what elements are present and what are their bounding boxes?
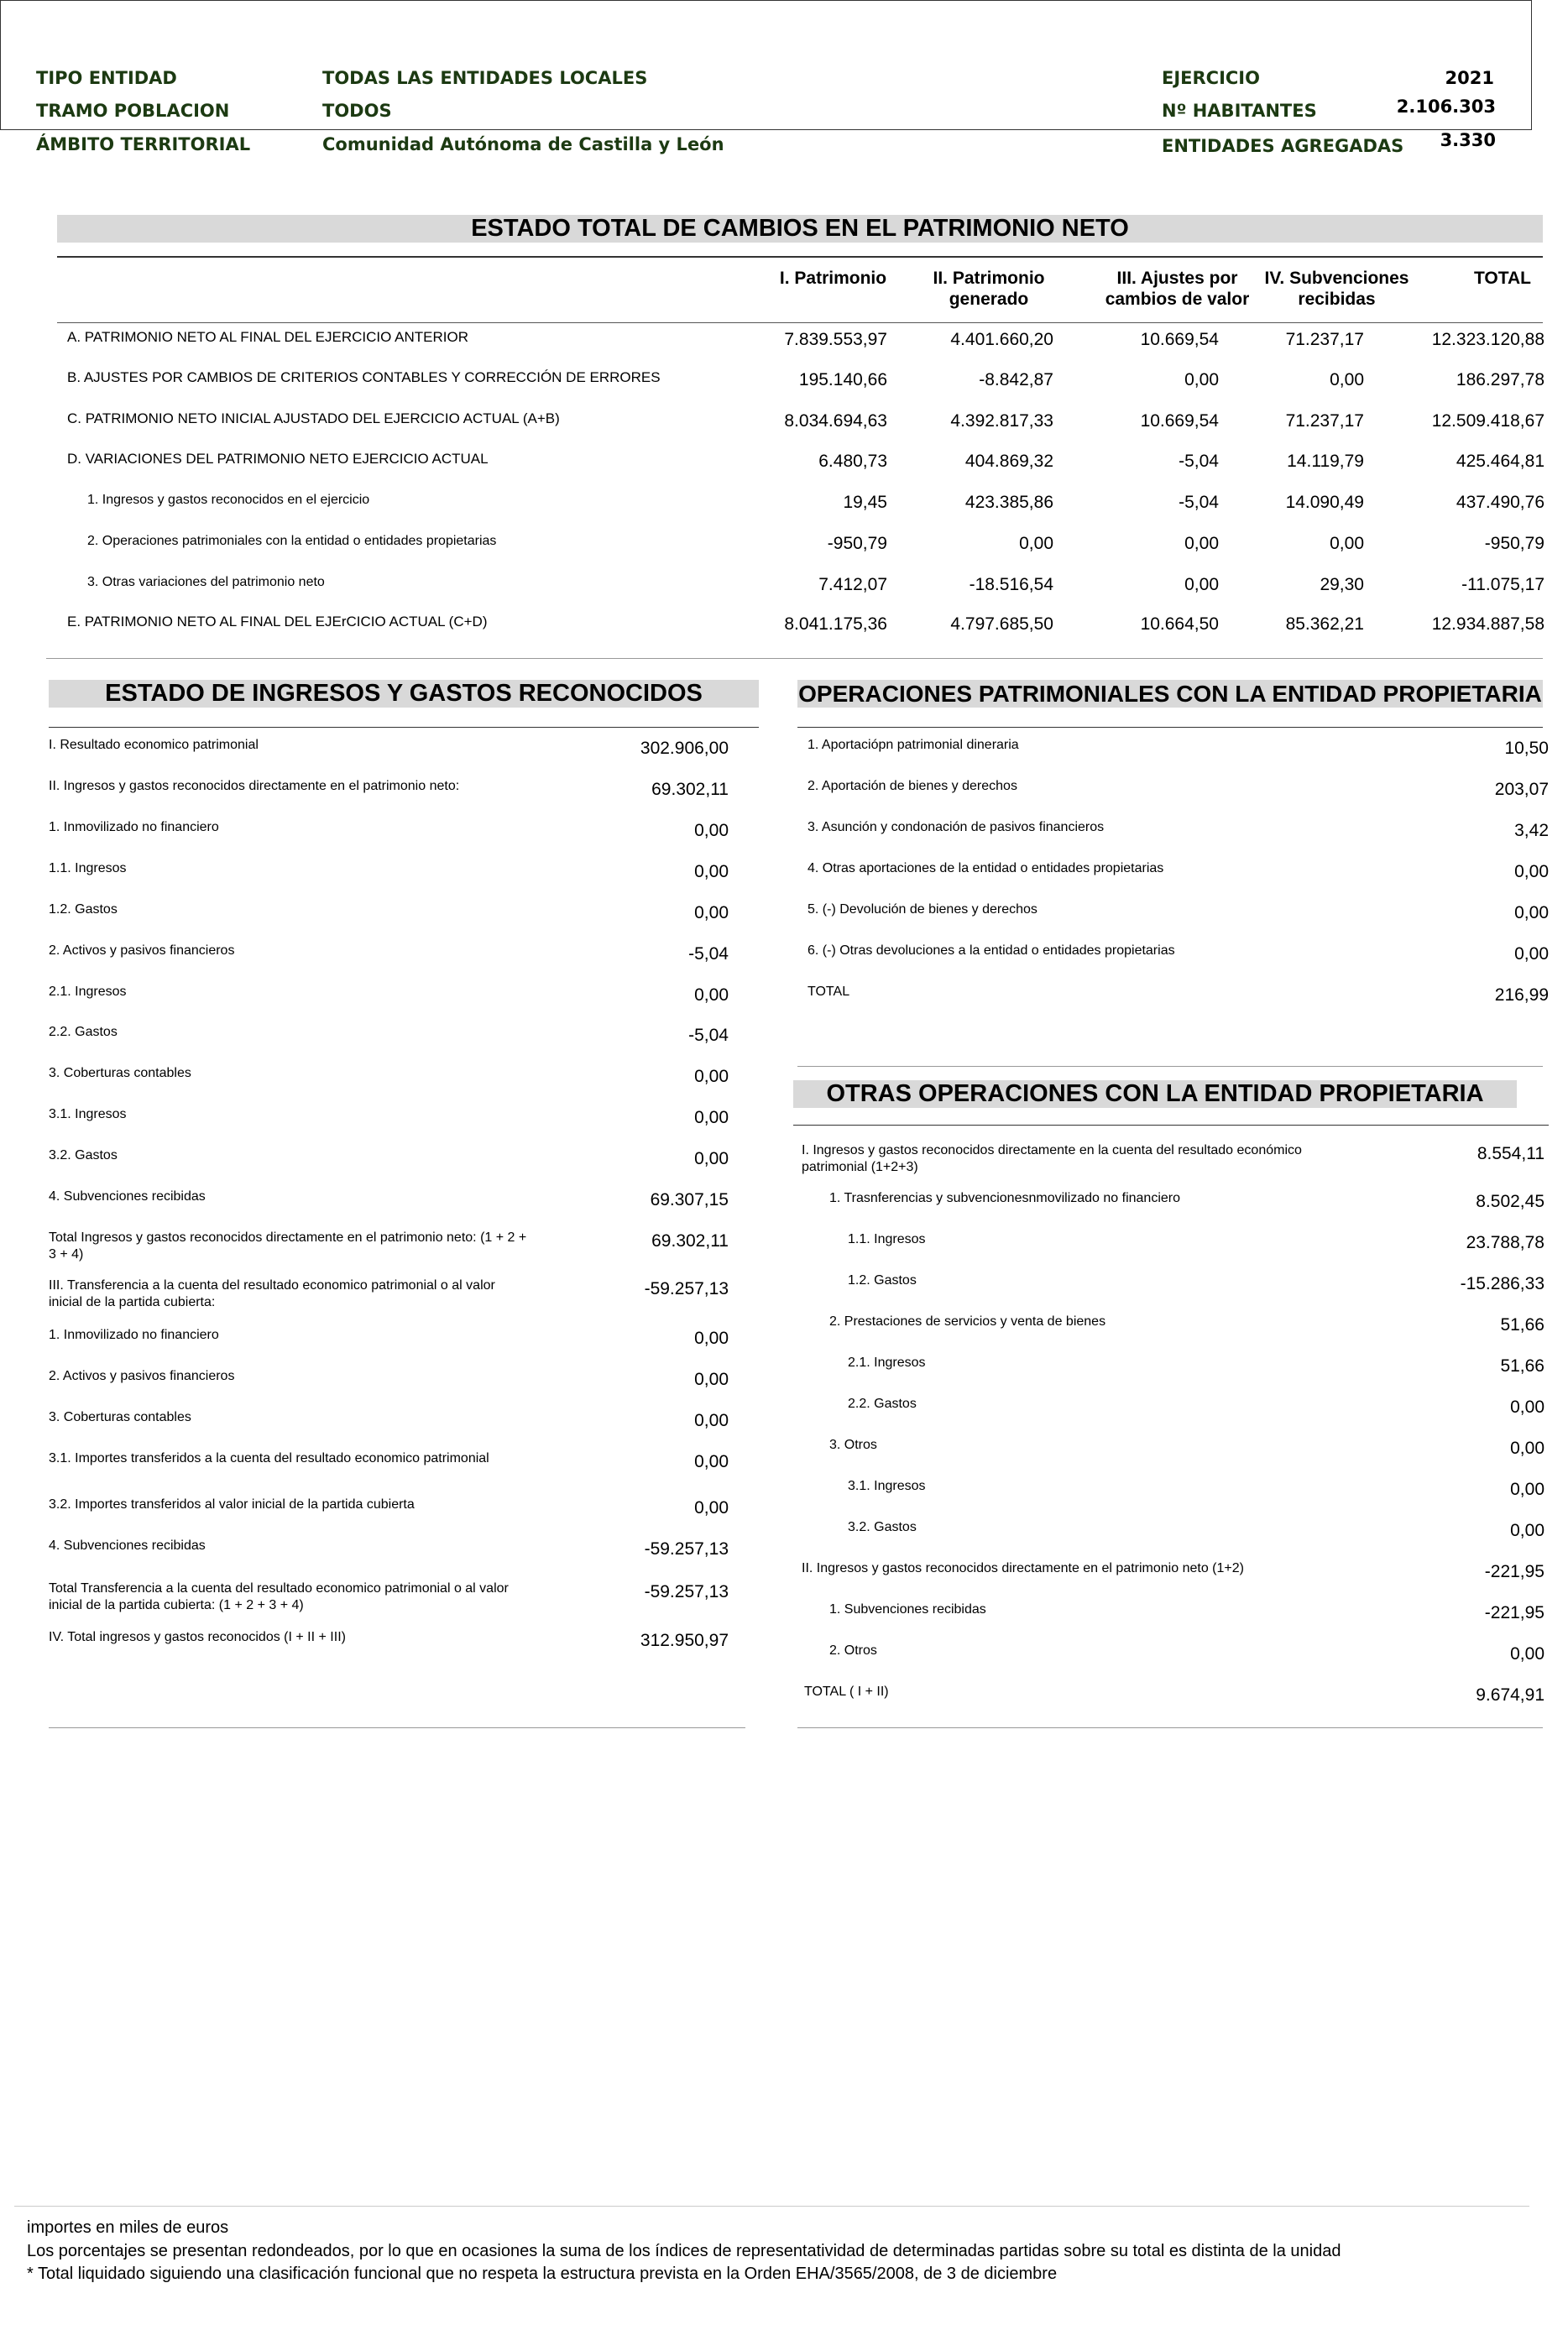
operaciones-row-label: TOTAL bbox=[808, 985, 850, 999]
ingresos-row-value: 0,00 bbox=[694, 1329, 729, 1348]
patrimonio-cell: 437.490,76 bbox=[1456, 493, 1544, 512]
ingresos-row-value: -59.257,13 bbox=[644, 1279, 729, 1298]
otras-row-label: 2.1. Ingresos bbox=[848, 1356, 926, 1370]
patrimonio-cell: -18.516,54 bbox=[969, 575, 1053, 594]
patrimonio-cell: 4.392.817,33 bbox=[950, 411, 1053, 431]
ingresos-row-label: 3.2. Gastos bbox=[49, 1148, 118, 1162]
col-total: TOTAL bbox=[1473, 269, 1532, 288]
operaciones-row-value: 0,00 bbox=[1514, 944, 1549, 964]
patrimonio-cell: 7.839.553,97 bbox=[784, 330, 887, 349]
patrimonio-cell: 4.797.685,50 bbox=[950, 614, 1053, 634]
patrimonio-title: ESTADO TOTAL DE CAMBIOS EN EL PATRIMONIO NETO bbox=[57, 215, 1543, 243]
ingresos-row-label: 3. Coberturas contables bbox=[49, 1410, 191, 1424]
patrimonio-row-label: D. VARIACIONES DEL PATRIMONIO NETO EJERCICIO ACTUAL bbox=[67, 451, 489, 467]
otras-row-label: 2.2. Gastos bbox=[848, 1397, 917, 1411]
ingresos-row-value: 0,00 bbox=[694, 1149, 729, 1168]
otras-row-value: -15.286,33 bbox=[1460, 1274, 1544, 1293]
ingresos-row-label: Total Transferencia a la cuenta del resultado economico patrimonial o al valor inicial de la partida cubierta: (1 + 2 + 3 + 4) bbox=[49, 1581, 509, 1612]
operaciones-row-label: 1. Aportaciópn patrimonial dineraria bbox=[808, 738, 1019, 752]
ingresos-row-label: 2.1. Ingresos bbox=[49, 985, 127, 999]
col-ajustes: III. Ajustes por cambios de valor bbox=[1105, 269, 1250, 309]
patrimonio-cell: -950,79 bbox=[827, 534, 887, 553]
habitantes-value: 2.106.303 bbox=[1396, 97, 1496, 117]
ingresos-row-label: 4. Subvenciones recibidas bbox=[49, 1189, 206, 1204]
otras-row-label: 1.1. Ingresos bbox=[848, 1232, 926, 1246]
patrimonio-cell: -5,04 bbox=[1179, 452, 1219, 471]
patrimonio-row-label: 3. Otras variaciones del patrimonio neto bbox=[87, 575, 325, 589]
operaciones-row-label: 3. Asunción y condonación de pasivos financieros bbox=[808, 820, 1105, 834]
operaciones-row-value: 0,00 bbox=[1514, 862, 1549, 881]
operaciones-row-value: 0,00 bbox=[1514, 903, 1549, 922]
patrimonio-cell: 10.669,54 bbox=[1140, 411, 1219, 431]
patrimonio-cell: 195.140,66 bbox=[798, 370, 887, 389]
otras-row-value: 51,66 bbox=[1500, 1356, 1544, 1376]
patrimonio-cell: 423.385,86 bbox=[964, 493, 1053, 512]
ingresos-row-label: Total Ingresos y gastos reconocidos directamente en el patrimonio neto: (1 + 2 + 3 + 4) bbox=[49, 1230, 527, 1262]
otras-row-value: 0,00 bbox=[1510, 1439, 1544, 1458]
patrimonio-cell: 6.480,73 bbox=[818, 452, 887, 471]
ambito-territorial-label: ÁMBITO TERRITORIAL bbox=[36, 134, 251, 154]
operaciones-bottom-rule bbox=[797, 1066, 1543, 1067]
ingresos-row-label: 3.2. Importes transferidos al valor inicial de la partida cubierta bbox=[49, 1497, 415, 1512]
entidades-agregadas-label: ENTIDADES AGREGADAS bbox=[1162, 136, 1404, 156]
otras-row-value: 9.674,91 bbox=[1476, 1685, 1544, 1705]
tipo-entidad-value: TODAS LAS ENTIDADES LOCALES bbox=[322, 68, 648, 88]
ingresos-row-value: 0,00 bbox=[694, 1067, 729, 1086]
patrimonio-cell: 29,30 bbox=[1320, 575, 1364, 594]
entidades-agregadas-value: 3.330 bbox=[1440, 130, 1496, 150]
ingresos-row-value: 69.302,11 bbox=[651, 780, 729, 799]
otras-row-value: 51,66 bbox=[1500, 1315, 1544, 1335]
footer-note-rounding: Los porcentajes se presentan redondeados, por lo que en ocasiones la suma de los índices de representatividad de determinadas partidas sobre su total es distinta de la unidad bbox=[27, 2242, 1341, 2260]
ingresos-row-value: 302.906,00 bbox=[640, 739, 729, 758]
tramo-poblacion-label: TRAMO POBLACION bbox=[36, 101, 230, 121]
otras-row-label: 3.1. Ingresos bbox=[848, 1479, 926, 1493]
patrimonio-row-label: C. PATRIMONIO NETO INICIAL AJUSTADO DEL EJERCICIO ACTUAL (A+B) bbox=[67, 410, 560, 426]
patrimonio-cell: -8.842,87 bbox=[979, 370, 1053, 389]
ingresos-row-label: 3.1. Importes transferidos a la cuenta del resultado economico patrimonial bbox=[49, 1451, 489, 1465]
patrimonio-row-label: A. PATRIMONIO NETO AL FINAL DEL EJERCICIO ANTERIOR bbox=[67, 329, 468, 345]
col-patrimonio: I. Patrimonio bbox=[779, 269, 887, 288]
operaciones-row-value: 3,42 bbox=[1514, 821, 1549, 840]
otras-row-label: 1.2. Gastos bbox=[848, 1273, 917, 1288]
operaciones-row-label: 6. (-) Otras devoluciones a la entidad o entidades propietarias bbox=[808, 943, 1175, 958]
ingresos-row-label: 1.2. Gastos bbox=[49, 902, 118, 917]
patrimonio-cell: 12.323.120,88 bbox=[1431, 330, 1544, 349]
ingresos-row-label: 4. Subvenciones recibidas bbox=[49, 1539, 206, 1553]
otras-bottom-rule bbox=[797, 1727, 1543, 1728]
otras-row-label: II. Ingresos y gastos reconocidos directamente en el patrimonio neto (1+2) bbox=[802, 1561, 1244, 1575]
otras-row-value: 0,00 bbox=[1510, 1521, 1544, 1540]
patrimonio-bottom-rule bbox=[46, 658, 1543, 659]
ingresos-row-label: 2.2. Gastos bbox=[49, 1025, 118, 1039]
patrimonio-cell: 8.034.694,63 bbox=[784, 411, 887, 431]
patrimonio-cell: 8.041.175,36 bbox=[784, 614, 887, 634]
operaciones-row-value: 10,50 bbox=[1504, 739, 1549, 758]
ingresos-top-rule bbox=[49, 727, 759, 728]
ingresos-bottom-rule bbox=[49, 1727, 745, 1728]
otras-row-label: 3. Otros bbox=[829, 1438, 877, 1452]
ingresos-row-label: 3. Coberturas contables bbox=[49, 1066, 191, 1080]
otras-top-rule bbox=[793, 1125, 1549, 1126]
operaciones-top-rule bbox=[797, 727, 1543, 728]
ejercicio-label: EJERCICIO bbox=[1162, 68, 1260, 88]
ingresos-row-label: 1. Inmovilizado no financiero bbox=[49, 820, 219, 834]
ingresos-row-value: -5,04 bbox=[688, 944, 729, 964]
otras-row-label: 3.2. Gastos bbox=[848, 1520, 917, 1534]
patrimonio-cell: 0,00 bbox=[1019, 534, 1053, 553]
ingresos-row-value: 0,00 bbox=[694, 1411, 729, 1430]
patrimonio-row-label: 2. Operaciones patrimoniales con la entidad o entidades propietarias bbox=[87, 534, 497, 548]
otras-row-value: 0,00 bbox=[1510, 1397, 1544, 1417]
patrimonio-header-rule bbox=[57, 322, 1543, 323]
otras-row-value: -221,95 bbox=[1484, 1603, 1544, 1622]
footer-units: importes en miles de euros bbox=[27, 2218, 229, 2237]
patrimonio-cell: 14.119,79 bbox=[1287, 452, 1364, 471]
ingresos-row-value: 0,00 bbox=[694, 1452, 729, 1471]
patrimonio-cell: 7.412,07 bbox=[818, 575, 887, 594]
otras-row-label: 1. Trasnferencias y subvencionesnmovilizado no financiero bbox=[829, 1191, 1181, 1205]
patrimonio-cell: 71.237,17 bbox=[1285, 411, 1364, 431]
operaciones-row-label: 4. Otras aportaciones de la entidad o entidades propietarias bbox=[808, 861, 1164, 875]
habitantes-label: Nº HABITANTES bbox=[1162, 101, 1317, 121]
otras-row-value: 0,00 bbox=[1510, 1644, 1544, 1664]
patrimonio-cell: -11.075,17 bbox=[1461, 575, 1544, 594]
ingresos-row-label: 3.1. Ingresos bbox=[49, 1107, 127, 1121]
ingresos-row-value: -5,04 bbox=[688, 1026, 729, 1045]
patrimonio-row-label: 1. Ingresos y gastos reconocidos en el ejercicio bbox=[87, 493, 370, 507]
operaciones-row-label: 2. Aportación de bienes y derechos bbox=[808, 779, 1017, 793]
otras-row-label: 2. Prestaciones de servicios y venta de bienes bbox=[829, 1314, 1106, 1329]
ingresos-row-label: III. Transferencia a la cuenta del resultado economico patrimonial o al valor inicial de la partida cubierta: bbox=[49, 1278, 495, 1309]
otras-row-value: 0,00 bbox=[1510, 1480, 1544, 1499]
patrimonio-row-label: E. PATRIMONIO NETO AL FINAL DEL EJErCICIO ACTUAL (C+D) bbox=[67, 614, 488, 630]
ingresos-row-value: 0,00 bbox=[694, 821, 729, 840]
col-patrimonio-generado: II. Patrimonio generado bbox=[933, 269, 1045, 309]
patrimonio-cell: 404.869,32 bbox=[964, 452, 1053, 471]
patrimonio-cell: 12.509.418,67 bbox=[1431, 411, 1544, 431]
ingresos-row-value: -59.257,13 bbox=[644, 1539, 729, 1559]
ingresos-row-label: 1. Inmovilizado no financiero bbox=[49, 1328, 219, 1342]
footer-note-classification: * Total liquidado siguiendo una clasificación funcional que no respeta la estructura prevista en la Orden EHA/3565/2008, de 3 de diciembre bbox=[27, 2265, 1058, 2283]
otras-row-value: 8.554,11 bbox=[1477, 1144, 1544, 1163]
ingresos-row-label: IV. Total ingresos y gastos reconocidos (I + II + III) bbox=[49, 1630, 346, 1644]
ingresos-row-label: 1.1. Ingresos bbox=[49, 861, 127, 875]
ejercicio-value: 2021 bbox=[1445, 68, 1494, 88]
otras-row-value: 8.502,45 bbox=[1476, 1192, 1544, 1211]
otras-row-value: -221,95 bbox=[1484, 1562, 1544, 1581]
operaciones-title: OPERACIONES PATRIMONIALES CON LA ENTIDAD PROPIETARIA bbox=[798, 681, 1542, 707]
tramo-poblacion-value: TODOS bbox=[322, 101, 392, 121]
patrimonio-cell: 14.090,49 bbox=[1285, 493, 1364, 512]
patrimonio-cell: 425.464,81 bbox=[1456, 452, 1544, 471]
tipo-entidad-label: TIPO ENTIDAD bbox=[36, 68, 177, 88]
otras-title: OTRAS OPERACIONES CON LA ENTIDAD PROPIETARIA bbox=[793, 1080, 1517, 1108]
patrimonio-cell: 10.669,54 bbox=[1140, 330, 1219, 349]
otras-row-label: 2. Otros bbox=[829, 1643, 877, 1658]
otras-row-label: 1. Subvenciones recibidas bbox=[829, 1602, 986, 1617]
ingresos-row-value: 0,00 bbox=[694, 1370, 729, 1389]
patrimonio-row-label: B. AJUSTES POR CAMBIOS DE CRITERIOS CONTABLES Y CORRECCIÓN DE ERRORES bbox=[67, 369, 661, 385]
ingresos-row-value: -59.257,13 bbox=[644, 1582, 729, 1601]
patrimonio-cell: 0,00 bbox=[1184, 534, 1219, 553]
patrimonio-cell: 186.297,78 bbox=[1456, 370, 1544, 389]
operaciones-row-value: 203,07 bbox=[1494, 780, 1549, 799]
patrimonio-cell: 0,00 bbox=[1184, 370, 1219, 389]
patrimonio-cell: -950,79 bbox=[1484, 534, 1544, 553]
patrimonio-cell: -5,04 bbox=[1179, 493, 1219, 512]
ingresos-row-label: 2. Activos y pasivos financieros bbox=[49, 1369, 235, 1383]
patrimonio-cell: 0,00 bbox=[1330, 370, 1364, 389]
otras-row-value: 23.788,78 bbox=[1466, 1233, 1544, 1252]
ambito-territorial-value: Comunidad Autónoma de Castilla y León bbox=[322, 134, 724, 154]
otras-row-label: TOTAL ( I + II) bbox=[804, 1685, 889, 1699]
ingresos-row-value: 0,00 bbox=[694, 862, 729, 881]
otras-row-label: I. Ingresos y gastos reconocidos directamente en la cuenta del resultado económico patrimonial (1+2+3) bbox=[802, 1143, 1302, 1174]
ingresos-row-value: 312.950,97 bbox=[640, 1631, 729, 1650]
patrimonio-cell: 12.934.887,58 bbox=[1431, 614, 1544, 634]
ingresos-title: ESTADO DE INGRESOS Y GASTOS RECONOCIDOS bbox=[49, 680, 759, 708]
patrimonio-cell: 85.362,21 bbox=[1285, 614, 1364, 634]
patrimonio-cell: 10.664,50 bbox=[1140, 614, 1219, 634]
patrimonio-cell: 0,00 bbox=[1184, 575, 1219, 594]
footer-rule bbox=[14, 2206, 1529, 2207]
operaciones-row-value: 216,99 bbox=[1494, 985, 1549, 1005]
ingresos-row-value: 0,00 bbox=[694, 1498, 729, 1518]
ingresos-row-label: I. Resultado economico patrimonial bbox=[49, 738, 259, 752]
ingresos-row-value: 0,00 bbox=[694, 1108, 729, 1127]
col-subvenciones: IV. Subvenciones recibidas bbox=[1264, 269, 1409, 309]
patrimonio-cell: 71.237,17 bbox=[1285, 330, 1364, 349]
patrimonio-cell: 19,45 bbox=[843, 493, 887, 512]
ingresos-row-value: 0,00 bbox=[694, 985, 729, 1005]
ingresos-row-value: 69.307,15 bbox=[650, 1190, 729, 1209]
patrimonio-top-rule bbox=[57, 256, 1543, 258]
ingresos-row-label: 2. Activos y pasivos financieros bbox=[49, 943, 235, 958]
ingresos-row-value: 0,00 bbox=[694, 903, 729, 922]
patrimonio-cell: 0,00 bbox=[1330, 534, 1364, 553]
ingresos-row-label: II. Ingresos y gastos reconocidos directamente en el patrimonio neto: bbox=[49, 779, 460, 793]
ingresos-row-value: 69.302,11 bbox=[651, 1231, 729, 1251]
patrimonio-cell: 4.401.660,20 bbox=[950, 330, 1053, 349]
operaciones-row-label: 5. (-) Devolución de bienes y derechos bbox=[808, 902, 1037, 917]
